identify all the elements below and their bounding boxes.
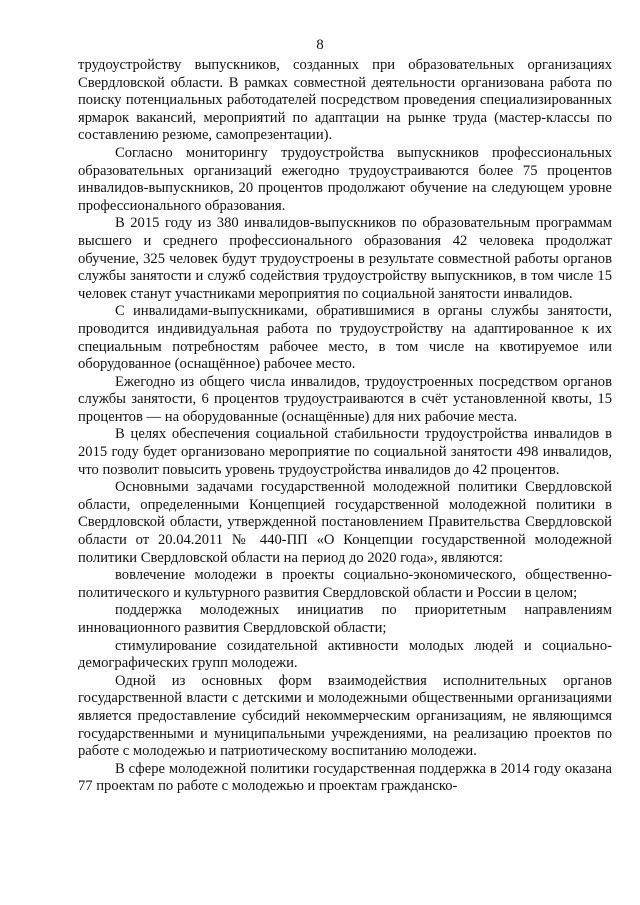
paragraph-youth-policy-tasks: Основными задачами государственной молодежной политики Свердловской области, определенными Концепцией государственной молодежной политики в Свердловской области, утвержденной постановлением Правительства Свердловской области от 20.04.2011 № 440-ПП «О Концепции государственной молодежной политики Свердловской области на период до 2020 года», являются: (78, 479, 612, 566)
paragraph-subsidies: Одной из основных форм взаимодействия исполнительных органов государственной власти с детскими и молодежными общественными организациями является предоставление субсидий некоммерческим организациям, не являющимся государственными и муниципальными учреждениями, на реализацию проектов по работе с молодежью и патриотическому воспитанию молодежи. (78, 672, 612, 760)
paragraph-2014-support: В сфере молодежной политики государственная поддержка в 2014 году оказана 77 проектам по работе с молодежью и проектам гражданско- (78, 760, 612, 795)
paragraph-social-stability: В целях обеспечения социальной стабильности трудоустройства инвалидов в 2015 году будет организовано мероприятие по социальной занятости 498 инвалидов, что позволит повысить уровень трудоустройства инвалидов до 42 процентов. (78, 426, 612, 478)
list-item-stimulation: стимулирование созидательной активности молодых людей и социально-демографических групп молодежи. (78, 637, 612, 672)
list-item-involvement: вовлечение молодежи в проекты социально-экономического, общественно-политического и культурного развития Свердловской области и России в целом; (78, 567, 612, 601)
paragraph-graduates-employment: трудоустройству выпускников, созданных при образовательных организациях Свердловской области. В рамках совместной деятельности организована работа по поиску потенциальных работодателей посредством проведения специализированных ярмарок вакансий, мероприятий по адаптации на рынке труда (мастер-классы по составлению резюме, самопрезентации). (78, 57, 612, 144)
paragraph-2015-graduates: В 2015 году из 380 инвалидов-выпускников по образовательным программам высшего и среднего профессионального образования 42 человека продолжат обучение, 325 человек будут трудоустроены в результате совместной работы органов службы занятости и служб содействия трудоустройству выпускников, в том числе 15 человек станут участниками мероприятия по социальной занятости инвалидов. (78, 215, 612, 302)
list-item-support-initiatives: поддержка молодежных инициатив по приоритетным направлениям инновационного развития Свердловской области; (78, 602, 612, 636)
paragraph-quota: Ежегодно из общего числа инвалидов, трудоустроенных посредством органов службы занятости, 6 процентов трудоустраиваются в счёт установленной квоты, 15 процентов — на оборудованные (оснащённые) для них рабочие места. (78, 373, 612, 425)
paragraph-individual-work: С инвалидами-выпускниками, обратившимися в органы службы занятости, проводится индивидуальная работа по трудоустройству на адаптированное к их специальным потребностям рабочее место, в том числе на квотируемое или оборудованное (оснащённое) рабочее место. (78, 303, 612, 373)
paragraph-monitoring: Согласно мониторингу трудоустройства выпускников профессиональных образовательных организаций ежегодно трудоустраиваются более 75 процентов инвалидов-выпускников, 20 процентов продолжают обучение на следующем уровне профессионального образования. (78, 144, 612, 214)
page-number: 8 (316, 37, 324, 53)
document-body (78, 57, 612, 796)
